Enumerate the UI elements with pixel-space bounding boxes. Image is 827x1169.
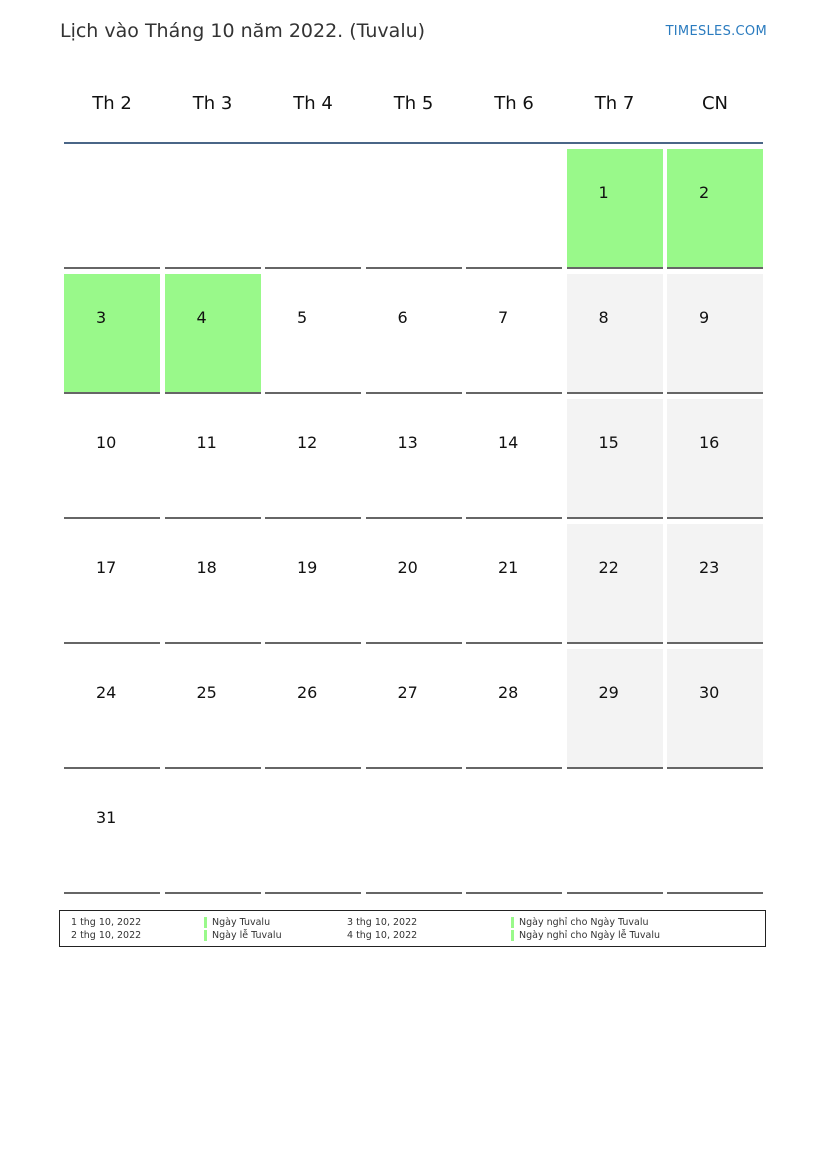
- day-number: 27: [397, 683, 418, 702]
- legend-date: 2 thg 10, 2022: [71, 930, 142, 941]
- weekday-label: Th 7: [594, 93, 635, 114]
- day-cell: [366, 649, 462, 769]
- day-number: 16: [699, 433, 720, 452]
- holiday-day-cell: [64, 274, 160, 394]
- day-cell: [165, 524, 261, 644]
- day-number: 8: [598, 308, 609, 327]
- day-cell: [64, 774, 160, 894]
- legend-color-bar: [511, 917, 514, 928]
- day-number: 20: [397, 558, 418, 577]
- empty-day-cell: [466, 774, 562, 894]
- day-cell: [466, 649, 562, 769]
- legend-color-bar: [511, 930, 514, 941]
- legend-date: 3 thg 10, 2022: [347, 917, 418, 928]
- weekday-label: Th 4: [293, 93, 333, 114]
- day-number: 2: [699, 183, 710, 202]
- day-number: 18: [196, 558, 217, 577]
- day-number: 30: [699, 683, 720, 702]
- day-number: 3: [96, 308, 107, 327]
- day-number: 7: [498, 308, 509, 327]
- day-cell: [667, 399, 763, 519]
- day-cell: [64, 399, 160, 519]
- day-cell: [265, 399, 361, 519]
- day-cell: [567, 524, 663, 644]
- day-number: 19: [297, 558, 318, 577]
- legend-date: 1 thg 10, 2022: [71, 917, 142, 928]
- day-cell: [567, 649, 663, 769]
- holiday-day-cell: [567, 149, 663, 269]
- empty-day-cell: [667, 774, 763, 894]
- day-number: 22: [598, 558, 619, 577]
- holiday-day-cell: [165, 274, 261, 394]
- legend-name: Ngày lễ Tuvalu: [212, 930, 282, 941]
- day-cell: [265, 524, 361, 644]
- day-number: 13: [397, 433, 418, 452]
- day-cell: [667, 649, 763, 769]
- day-number: 17: [96, 558, 117, 577]
- day-number: 31: [96, 808, 117, 827]
- empty-day-cell: [165, 149, 261, 269]
- day-cell: [366, 524, 462, 644]
- legend-name: Ngày Tuvalu: [212, 917, 271, 928]
- day-number: 10: [96, 433, 117, 452]
- legend-date: 4 thg 10, 2022: [347, 930, 418, 941]
- day-number: 1: [598, 183, 609, 202]
- weekday-header: [64, 80, 764, 142]
- legend-name: Ngày nghỉ cho Ngày Tuvalu: [519, 917, 649, 928]
- empty-day-cell: [165, 774, 261, 894]
- day-cell: [466, 524, 562, 644]
- day-number: 9: [699, 308, 710, 327]
- weekday-label: Th 2: [92, 93, 132, 114]
- day-cell: [366, 399, 462, 519]
- day-number: 23: [699, 558, 720, 577]
- legend-color-bar: [204, 917, 207, 928]
- day-number: 14: [498, 433, 519, 452]
- weekday-label: Th 6: [494, 93, 534, 114]
- day-number: 21: [498, 558, 519, 577]
- weekday-label: Th 3: [192, 93, 233, 114]
- weekday-label: CN: [701, 93, 729, 114]
- day-cell: [466, 399, 562, 519]
- day-number: 12: [297, 433, 318, 452]
- day-cell: [265, 649, 361, 769]
- empty-day-cell: [366, 774, 462, 894]
- day-cell: [667, 274, 763, 394]
- day-cell: [265, 274, 361, 394]
- day-number: 24: [96, 683, 117, 702]
- day-number: 25: [196, 683, 217, 702]
- legend-name: Ngày nghỉ cho Ngày lễ Tuvalu: [519, 930, 660, 941]
- day-cell: [366, 274, 462, 394]
- holiday-day-cell: [667, 149, 763, 269]
- page-title: Lịch vào Tháng 10 năm 2022. (Tuvalu): [60, 20, 426, 42]
- day-cell: [165, 649, 261, 769]
- header-divider: [64, 142, 763, 144]
- day-cell: [567, 399, 663, 519]
- empty-day-cell: [466, 149, 562, 269]
- empty-day-cell: [366, 149, 462, 269]
- day-cell: [466, 274, 562, 394]
- empty-day-cell: [64, 149, 160, 269]
- empty-day-cell: [265, 774, 361, 894]
- day-number: 26: [297, 683, 318, 702]
- holiday-legend: [59, 910, 766, 947]
- brand-link[interactable]: TIMESLES.COM: [665, 24, 767, 39]
- day-number: 15: [598, 433, 619, 452]
- day-cell: [165, 399, 261, 519]
- day-number: 29: [598, 683, 619, 702]
- day-cell: [667, 524, 763, 644]
- empty-day-cell: [265, 149, 361, 269]
- day-number: 11: [196, 433, 217, 452]
- day-number: 6: [397, 308, 408, 327]
- empty-day-cell: [567, 774, 663, 894]
- day-cell: [64, 524, 160, 644]
- day-cell: [567, 274, 663, 394]
- day-number: 4: [196, 308, 207, 327]
- weekday-label: Th 5: [393, 93, 434, 114]
- legend-color-bar: [204, 930, 207, 941]
- day-cell: [64, 649, 160, 769]
- day-number: 28: [498, 683, 519, 702]
- day-number: 5: [297, 308, 308, 327]
